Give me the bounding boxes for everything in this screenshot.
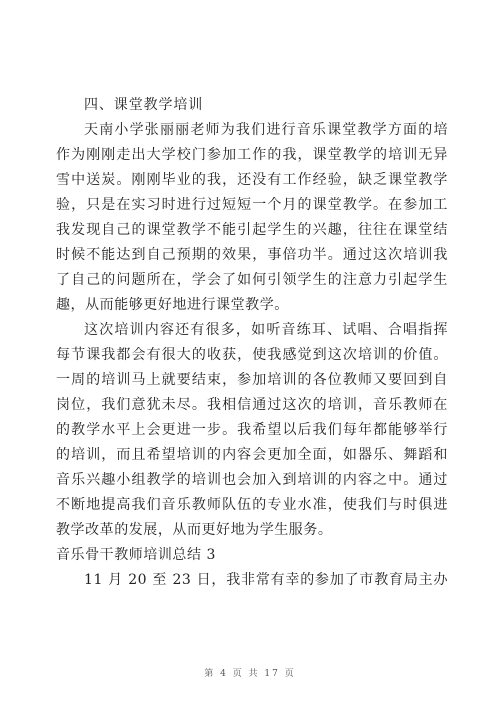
paragraph-line: 一周的培训马上就要结束，参加培训的各位教师又要回到自 [56,372,448,388]
page-number: 第 4 页 共 17 页 [204,669,296,679]
paragraph-line: 我发现自己的课堂教学不能引起学生的兴趣，往往在课堂结 [56,222,448,238]
paragraph-line: 了自己的问题所在，学会了如何引领学生的注意力引起学生 [56,272,448,288]
paragraph-line: 的教学水平上会更进一步。我希望以后我们每年都能够举行 [56,422,448,438]
paragraph-line: 天南小学张丽丽老师为我们进行音乐课堂教学方面的培 [84,122,448,138]
paragraph-line: 时候不能达到自己预期的效果，事倍功半。通过这次培训我 [56,247,448,263]
section-heading: 四、课堂教学培训 [84,97,204,113]
paragraph-line: 验，只是在实习时进行过短短一个月的课堂教学。在参加工 [56,197,448,213]
paragraph-line: 11 月 20 至 23 日，我非常有幸的参加了市教育局主办 [84,572,448,588]
paragraph-line: 这次培训内容还有很多，如听音练耳、试唱、合唱指挥 [84,322,448,338]
paragraph-line: 趣，从而能够更好地进行课堂教学。 [56,297,289,313]
paragraph-line: 教学改革的发展，从而更好地为学生服务。 [56,522,333,538]
paragraph-line: 岗位，我们意犹未尽。我相信通过这次的培训，音乐教师在 [56,397,448,413]
paragraph-line: 的培训，而且希望培训的内容会更加全面，如器乐、舞蹈和 [56,447,448,463]
section-title: 音乐骨干教师培训总结 3 [56,547,216,563]
paragraph-line: 雪中送炭。刚刚毕业的我，还没有工作经验，缺乏课堂教学 [56,172,448,188]
paragraph-line: 音乐兴趣小组教学的培训也会加入到培训的内容之中。通过 [56,472,448,488]
paragraph-line: 不断地提高我们音乐教师队伍的专业水准，使我们与时俱进 [56,497,448,513]
paragraph-line: 作为刚刚走出大学校门参加工作的我，课堂教学的培训无异 [56,147,448,163]
document-body [56,93,448,593]
paragraph-line: 每节课我都会有很大的收获，使我感觉到这次培训的价值。 [56,347,448,363]
